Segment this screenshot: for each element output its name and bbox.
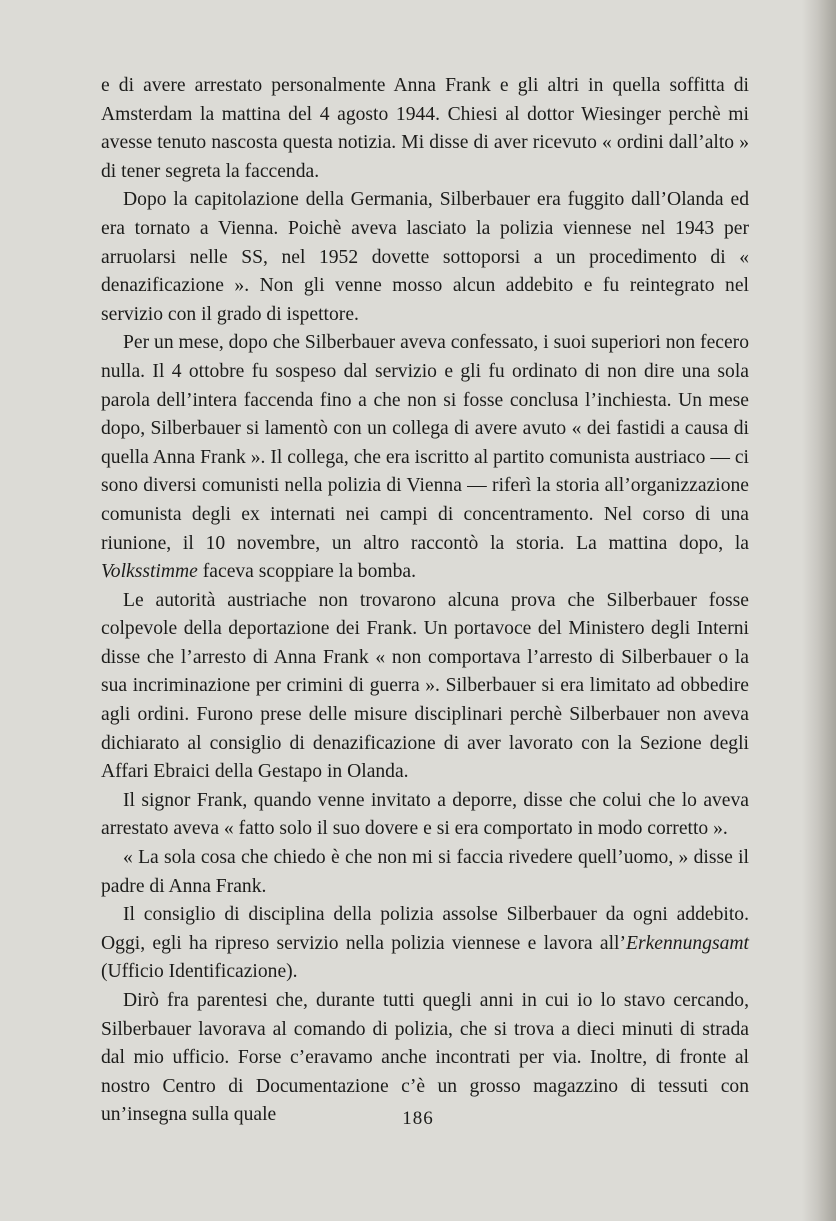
paragraph-text: (Ufficio Identificazione).: [101, 961, 298, 983]
paragraph-text: Per un mese, dopo che Silberbauer aveva confessato, i suoi superiori non fecero nulla. Il 4 ottobre fu sospeso dal servizio e gli fu ordinato di non dire una sola parola dell’intera faccenda fino a che non si fosse conclusa l’inchiesta. Un mese dopo, Silberbauer si lamentò con un collega di avere avuto « dei fastidi a causa di quella Anna Frank ». Il collega, che era iscritto al partito comunista austriaco — ci sono diversi comunisti nella polizia di Vienna — riferì la storia all’organizzazione comunista degli ex internati nei campi di concentramento. Nel corso di una riunione, il 10 novembre, un altro raccontò la storia. La mattina dopo, la: [101, 332, 749, 554]
paragraph-text: Il consiglio di disciplina della polizia assolse Silberbauer da ogni addebito. Oggi, egli ha ripreso servizio nella polizia viennese e lavora all’: [101, 904, 749, 954]
paragraph: [101, 787, 749, 844]
paragraph-text: Dopo la capitolazione della Germania, Silberbauer era fuggito dall’Olanda ed era tornato a Vienna. Poichè aveva lasciato la polizia viennese nel 1943 per arruolarsi nelle SS, nel 1952 dovette sottoporsi a un procedimento di « denazificazione ». Non gli venne mosso alcun addebito e fu reintegrato nel servizio con il grado di ispettore.: [101, 189, 749, 325]
paragraph-text: faceva scoppiare la bomba.: [197, 561, 417, 583]
book-spine-shadow: [802, 0, 836, 1221]
paragraph-text: e di avere arrestato personalmente Anna Frank e gli altri in quella soffitta di Amsterdam la mattina del 4 agosto 1944. Chiesi al dottor Wiesinger perchè mi avesse tenuto nascosta questa notizia. Mi disse di aver ricevuto « ordini dall’alto » di tener segreta la faccenda.: [101, 75, 749, 182]
body-text: [101, 72, 749, 1130]
office-name: Erkennungsamt: [626, 932, 749, 954]
page-number: 186: [402, 1108, 434, 1129]
paragraph-text: « La sola cosa che chiedo è che non mi si faccia rivedere quell’uomo, » disse il padre di Anna Frank.: [101, 847, 749, 897]
paragraph-text: Dirò fra parentesi che, durante tutti quegli anni in cui io lo stavo cercando, Silberbauer lavorava al comando di polizia, che si trova a dieci minuti di strada dal mio ufficio. Forse c’eravamo anche incontrati per via. Inoltre, di fronte al nostro Centro di Documentazione c’è un grosso magazzino di tessuti con un’insegna sulla quale: [101, 990, 749, 1126]
paragraph: [101, 186, 749, 329]
paragraph: [101, 72, 749, 186]
paragraph-text: Le autorità austriache non trovarono alcuna prova che Silberbauer fosse colpevole della deportazione dei Frank. Un portavoce del Ministero degli Interni disse che l’arresto di Anna Frank « non comportava l’arresto di Silberbauer o la sua incriminazione per crimini di guerra ». Silberbauer si era limitato ad obbedire agli ordini. Furono prese delle misure disciplinari perchè Silberbauer non aveva dichiarato al consiglio di denazificazione di aver lavorato con la Sezione degli Affari Ebraici della Gestapo in Olanda.: [101, 589, 749, 783]
paragraph: [101, 329, 749, 586]
paragraph: [101, 587, 749, 787]
paragraph: [101, 901, 749, 987]
paragraph-text: Il signor Frank, quando venne invitato a deporre, disse che colui che lo aveva arrestato aveva « fatto solo il suo dovere e si era comportato in modo corretto ».: [101, 789, 749, 840]
newspaper-title: Volksstimme: [101, 561, 198, 583]
paragraph: [101, 844, 749, 901]
